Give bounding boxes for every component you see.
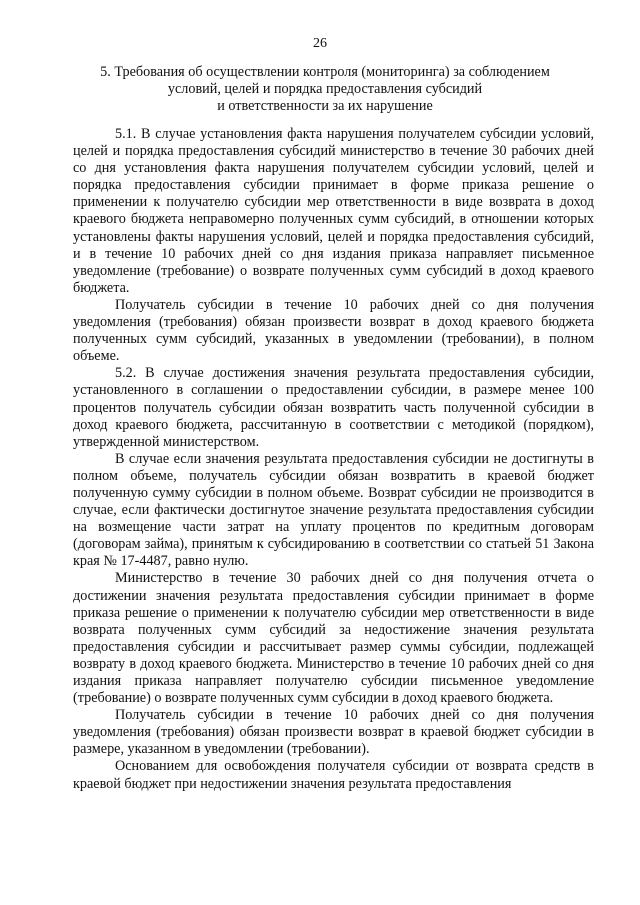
page-number: 26 bbox=[313, 36, 327, 51]
paragraph-recipient-return: Получатель субсидии в течение 10 рабочих дней со дня получения уведомления (требования) обязан произвести возврат в краевой бюджет субсидии в размере, указанном в уведомлении (требовании). bbox=[73, 707, 594, 758]
heading-line-1: 5. Требования об осуществлении контроля (мониторинга) за соблюдением bbox=[100, 64, 550, 80]
paragraph-5-2: 5.2. В случае достижения значения результата предоставления субсидии, установленного в соглашении о предоставлении субсидии, в размере менее 100 процентов получатель субсидии обязан возвратить часть полученной субсидии в доход краевого бюджета, рассчитанную в соответствии с методикой (порядком), утвержденной министерством. bbox=[73, 365, 594, 450]
document-body bbox=[73, 126, 594, 793]
paragraph-return-obligation: Получатель субсидии в течение 10 рабочих дней со дня получения уведомления (требования) обязан произвести возврат в доход краевого бюджета полученных сумм субсидий, указанных в уведомлении (требовании), в полном объеме. bbox=[73, 296, 594, 365]
section-heading bbox=[90, 64, 560, 115]
paragraph-5-1: 5.1. В случае установления факта нарушения получателем субсидии условий, целей и порядка предоставления субсидий министерство в течение 30 рабочих дней со дня установления факта нарушения получателем субсидии условий, целей и порядка предоставления субсидии принимает в форме приказа решение о применении к получателю субсидии мер ответственности в виде возврата в доход краевого бюджета неправомерно полученных сумм субсидий, в отношении которых установлены факты нарушения условий, целей и порядка предоставления субсидий, и в течение 10 рабочих дней со дня издания приказа направляет письменное уведомление (требование) о возврате полученных сумм субсидий в доход краевого бюджета. bbox=[73, 126, 594, 296]
heading-line-2: условий, целей и порядка предоставления субсидий bbox=[167, 81, 483, 97]
heading-line-3: и ответственности за их нарушение bbox=[217, 98, 433, 114]
paragraph-exemption-basis: Основанием для освобождения получателя субсидии от возврата средств в краевой бюджет при недостижении значения результата предоставления bbox=[73, 758, 594, 792]
paragraph-full-return: В случае если значения результата предоставления субсидии не достигнуты в полном объеме, получатель субсидии обязан возвратить в краевой бюджет полученную сумму субсидии в полном объеме. Возврат субсидии не производится в случае, если фактически достигнутое значение результата предоставления субсидии на возмещение части затрат на уплату процентов по кредитным договорам (договорам займа), принятым к субсидированию в соответствии со статьей 51 Закона края № 17-4487, равно нулю. bbox=[73, 450, 594, 570]
paragraph-ministry-decision: Министерство в течение 30 рабочих дней со дня получения отчета о достижении значения результата предоставления субсидии принимает в форме приказа решение о применении к получателю субсидии мер ответственности в виде возврата полученных сумм субсидий за недостижение значения результата предоставления субсидии и рассчитывает размер суммы субсидии, подлежащей возврату в доход краевого бюджета. Министерство в течение 10 рабочих дней со дня издания приказа направляет получателю субсидии письменное уведомление (требование) о возврате полученных сумм субсидии в доход краевого бюджета. bbox=[73, 570, 594, 707]
